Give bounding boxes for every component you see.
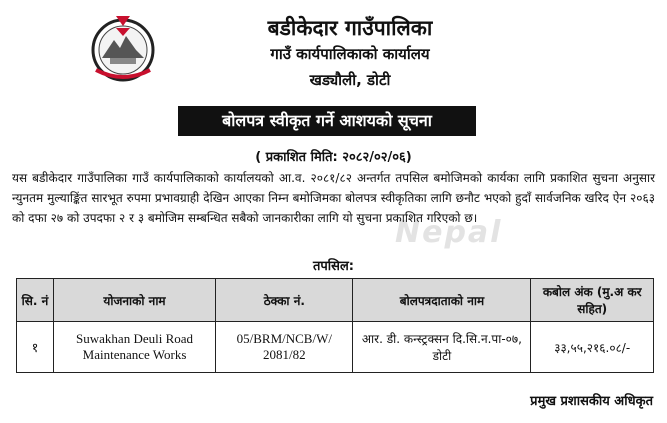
nepal-emblem-icon bbox=[86, 10, 160, 84]
details-heading: तपसिल: bbox=[313, 259, 354, 274]
cell-serial: १ bbox=[17, 322, 54, 373]
cell-project: Suwakhan Deuli Road Maintenance Works bbox=[53, 322, 215, 373]
published-date: ( प्रकाशित मिति: २०८२/०२/०६) bbox=[255, 150, 412, 165]
notice-body: यस बडीकेदार गाउँपालिका गाउँ कार्यपालिकाको कार्यालयको आ.व. २०८१/८२ अन्तर्गत तपसिल बमोजिमको कार्यका लागि प्रकाशित सुचना अनुसार न्युनतम मुल्याङ्किंत सारभूत रुपमा प्रभावग्राही देखिन आएका निम्न बमोजिमका बोलपत्र स्वीकृतिका लागि छनौट भएको हुदाँ सार्वजनिक खरिद ऐन २०६३ को दफा २७ को उपदफा २ र ३ बमोजिम सम्बन्धित सबैको जानकारीका लागि यो सुचना प्रकाशित गरिएको छ। bbox=[12, 171, 655, 225]
table-row bbox=[17, 322, 654, 373]
watermark: Nepal bbox=[395, 215, 503, 250]
municipality-name: बडीकेदार गाउँपालिका bbox=[267, 16, 433, 40]
col-bid-amount-header: कबोल अंक (मु.अ कर सहित) bbox=[531, 279, 654, 322]
cell-bid-amount: ३३,५५,२१६.०८/- bbox=[531, 322, 654, 373]
col-contract-no-header: ठेक्का नं. bbox=[216, 279, 353, 322]
cell-contract-no: 05/BRM/NCB/W/ 2081/82 bbox=[216, 322, 353, 373]
col-serial-header: सि. नं bbox=[17, 279, 54, 322]
table-header-row bbox=[17, 279, 654, 322]
office-name: गाउँ कार्यपालिकाको कार्यालय bbox=[270, 45, 430, 63]
col-project-header: योजनाको नाम bbox=[53, 279, 215, 322]
contract-table bbox=[16, 278, 654, 373]
col-bidder-header: बोलपत्रदाताको नाम bbox=[353, 279, 531, 322]
office-location: खड्यौली, डोटी bbox=[309, 71, 391, 89]
signatory-title: प्रमुख प्रशासकीय अधिकृत bbox=[530, 394, 653, 409]
cell-bidder: आर. डी. कन्स्ट्रक्सन दि.सि.न.पा-०७, डोटी bbox=[353, 322, 531, 373]
notice-title-banner: बोलपत्र स्वीकृत गर्ने आशयको सूचना bbox=[178, 106, 476, 136]
